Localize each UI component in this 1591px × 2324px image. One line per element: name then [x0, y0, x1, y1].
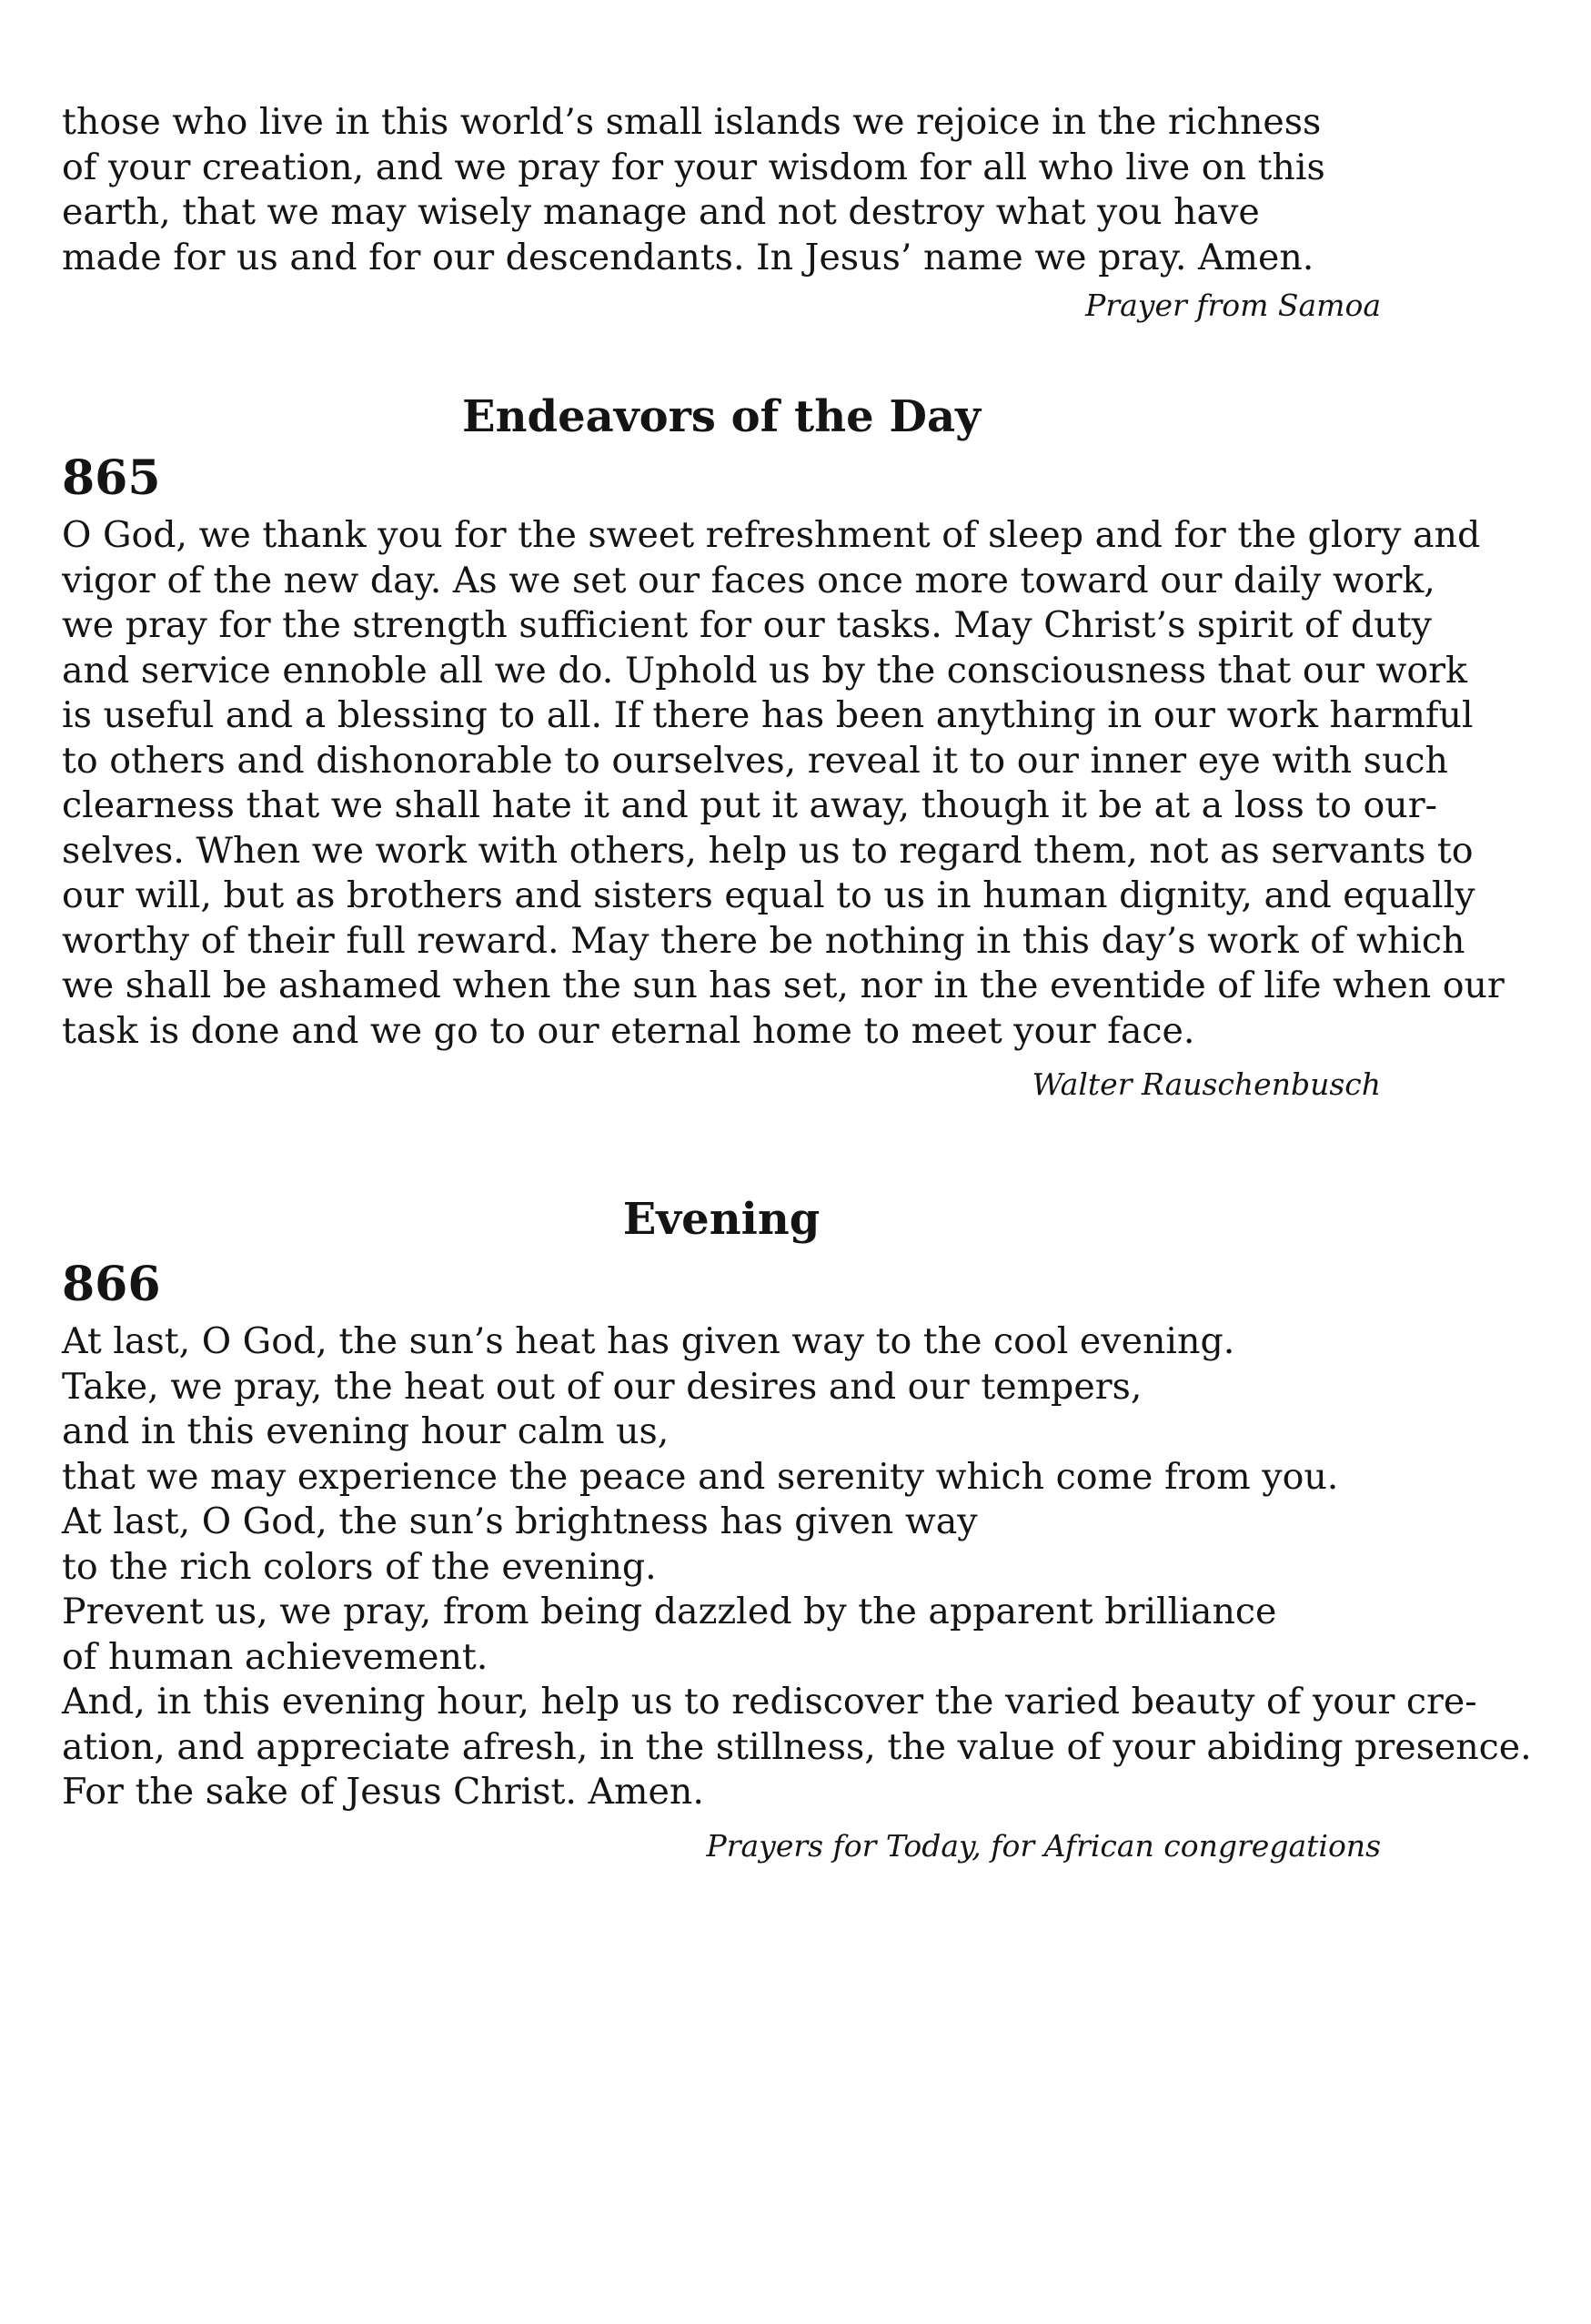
prayer-line: Take, we pray, the heat out of our desires and our tempers,	[62, 1365, 1143, 1408]
prayer-number: 865	[62, 450, 161, 506]
prayer-credit: Walter Rauschenbusch	[1032, 1066, 1381, 1102]
prayer-line: At last, O God, the sun’s heat has given way to the cool evening.	[62, 1320, 1235, 1362]
prayer-line: our will, but as brothers and sisters equal to us in human dignity, and equally	[62, 874, 1475, 916]
prayer-text	[62, 1319, 1532, 1815]
intro-line: those who live in this world’s small islands we rejoice in the richness	[62, 101, 1322, 143]
intro-block	[62, 100, 1381, 326]
prayer-line: to others and dishonorable to ourselves, reveal it to our inner eye with such	[62, 739, 1448, 782]
intro-line: of your creation, and we pray for your wisdom for all who live on this	[62, 146, 1325, 188]
prayer-line: And, in this evening hour, help us to rediscover the varied beauty of your cre-	[62, 1681, 1477, 1723]
prayer-line: selves. When we work with others, help us to regard them, not as servants to	[62, 829, 1474, 872]
intro-line: earth, that we may wisely manage and not destroy what you have	[62, 191, 1260, 233]
section-865	[62, 389, 1505, 1105]
prayer-line: O God, we thank you for the sweet refreshment of sleep and for the glory and	[62, 514, 1481, 556]
prayer-line: Prevent us, we pray, from being dazzled by the apparent brilliance	[62, 1591, 1277, 1632]
prayer-line: to the rich colors of the evening.	[62, 1545, 657, 1588]
prayer-line: that we may experience the peace and serenity which come from you.	[62, 1455, 1339, 1498]
prayer-number: 866	[62, 1257, 161, 1312]
prayer-line: we shall be ashamed when the sun has set, nor in the eventide of life when our	[62, 965, 1505, 1006]
document-page	[62, 100, 1532, 1866]
section-866	[62, 1192, 1532, 1866]
prayer-line: we pray for the strength sufficient for our tasks. May Christ’s spirit of duty	[62, 604, 1432, 646]
prayer-line: is useful and a blessing to all. If there has been anything in our work harmful	[62, 694, 1474, 736]
prayer-line: clearness that we shall hate it and put it away, though it be at a loss to our-	[62, 784, 1437, 826]
intro-credit: Prayer from Samoa	[1085, 288, 1381, 323]
prayer-line: worthy of their full reward. May there be nothing in this day’s work of which	[62, 919, 1465, 962]
prayer-line: For the sake of Jesus Christ. Amen.	[62, 1771, 704, 1813]
prayer-credit: Prayers for Today, for African congregations	[706, 1827, 1381, 1864]
prayer-line: ation, and appreciate afresh, in the stillness, the value of your abiding presence.	[62, 1725, 1532, 1768]
section-title: Endeavors of the Day	[462, 391, 981, 442]
section-title: Evening	[622, 1194, 821, 1245]
prayer-line: of human achievement.	[62, 1635, 488, 1678]
prayer-line: task is done and we go to our eternal home to meet your face.	[62, 1009, 1195, 1052]
prayer-line: At last, O God, the sun’s brightness has given way	[62, 1500, 978, 1542]
prayer-line: and service ennoble all we do. Uphold us by the consciousness that our work	[62, 649, 1467, 692]
intro-line: made for us and for our descendants. In Jesus’ name we pray. Amen.	[62, 236, 1314, 278]
prayer-text	[62, 513, 1505, 1054]
prayer-line: vigor of the new day. As we set our faces once more toward our daily work,	[62, 559, 1435, 601]
prayer-line: and in this evening hour calm us,	[62, 1410, 670, 1452]
